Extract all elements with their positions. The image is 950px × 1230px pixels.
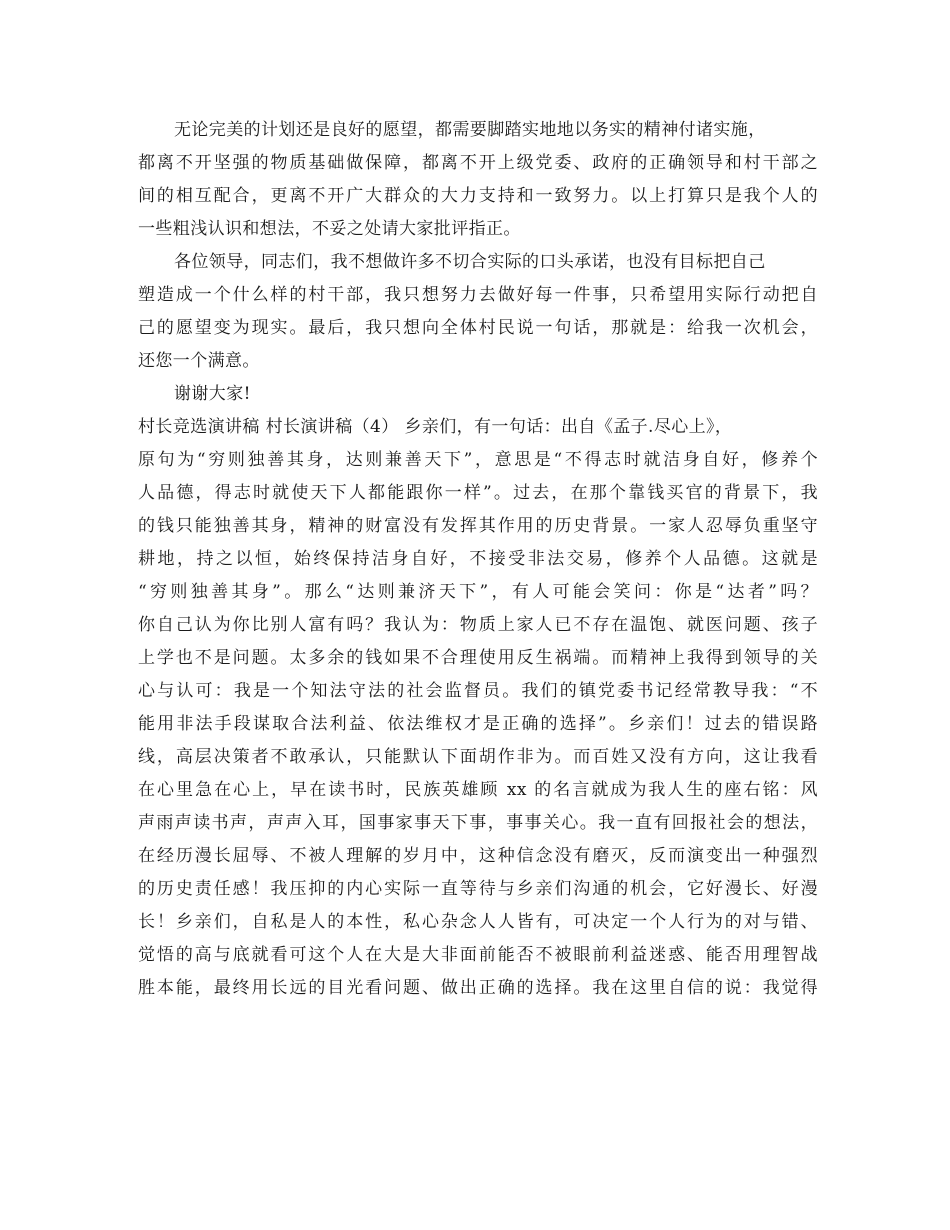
paragraph-line: 各位领导，同志们，我不想做许多不切合实际的口头承诺，也没有目标把自己 (174, 252, 766, 272)
paragraph-line: 无论完美的计划还是良好的愿望，都需要脚踏实地地以务实的精神付诸实施， (174, 120, 766, 140)
paragraph-line: 你自己认为你比别人富有吗？我认为：物质上家人已不存在温饱、就医问题、孩子 (138, 615, 818, 635)
paragraph-line: 在经历漫长屈辱、不被人理解的岁月中，这种信念没有磨灭，反而演变出一种强烈 (138, 846, 818, 866)
paragraph-line: 声雨声读书声，声声入耳，国事家事天下事，事事关心。我一直有回报社会的想法， (138, 813, 818, 833)
paragraph-line: 耕地，持之以恒，始终保持洁身自好，不接受非法交易，修养个人品德。这就是 (138, 549, 818, 569)
paragraph-line: “穷则独善其身”。那么“达则兼济天下”，有人可能会笑问：你是“达者”吗？ (138, 582, 818, 602)
paragraph-line: 一些粗浅认识和想法，不妥之处请大家批评指正。 (138, 219, 521, 239)
paragraph-line: 间的相互配合，更离不开广大群众的大力支持和一致努力。以上打算只是我个人的 (138, 186, 818, 206)
paragraph-line: 在心里急在心上，早在读书时，民族英雄顾 xx 的名言就成为我人生的座右铭：风 (138, 780, 818, 800)
paragraph-line: 上学也不是问题。太多余的钱如果不合理使用反生祸端。而精神上我得到领导的关 (138, 648, 818, 668)
closing-line: 谢谢大家! (174, 384, 251, 404)
paragraph-line: 都离不开坚强的物质基础做保障，都离不开上级党委、政府的正确领导和村干部之 (138, 153, 818, 173)
paragraph-line: 的钱只能独善其身，精神的财富没有发挥其作用的历史背景。一家人忍辱负重坚守 (138, 516, 818, 536)
paragraph-line: 胜本能，最终用长远的目光看问题、做出正确的选择。我在这里自信的说：我觉得 (138, 978, 818, 998)
paragraph-line: 长！乡亲们，自私是人的本性，私心杂念人人皆有，可决定一个人行为的对与错、 (138, 912, 818, 932)
paragraph-line: 塑造成一个什么样的村干部，我只想努力去做好每一件事，只希望用实际行动把自 (138, 285, 818, 305)
paragraph-line: 原句为“穷则独善其身，达则兼善天下”，意思是“不得志时就洁身自好，修养个 (138, 450, 818, 470)
paragraph-line: 能用非法手段谋取合法利益、依法维权才是正确的选择”。乡亲们！过去的错误路 (138, 714, 818, 734)
paragraph-line: 人品德，得志时就使天下人都能跟你一样”。过去，在那个靠钱买官的背景下，我 (138, 483, 818, 503)
paragraph-line: 心与认可：我是一个知法守法的社会监督员。我们的镇党委书记经常教导我：“不 (138, 681, 818, 701)
section-heading-line: 村长竞选演讲稿 村长演讲稿（4） 乡亲们，有一句话：出自《孟子.尽心上》， (138, 417, 733, 437)
paragraph-line: 还您一个满意。 (138, 351, 260, 371)
paragraph-line: 己的愿望变为现实。最后，我只想向全体村民说一句话，那就是：给我一次机会， (138, 318, 818, 338)
paragraph-line: 的历史责任感！我压抑的内心实际一直等待与乡亲们沟通的机会，它好漫长、好漫 (138, 879, 818, 899)
paragraph-line: 觉悟的高与底就看可这个人在大是大非面前能否不被眼前利益迷惑、能否用理智战 (138, 945, 818, 965)
paragraph-line: 线，高层决策者不敢承认，只能默认下面胡作非为。而百姓又没有方向，这让我看 (138, 747, 818, 767)
body-text (138, 114, 818, 1005)
